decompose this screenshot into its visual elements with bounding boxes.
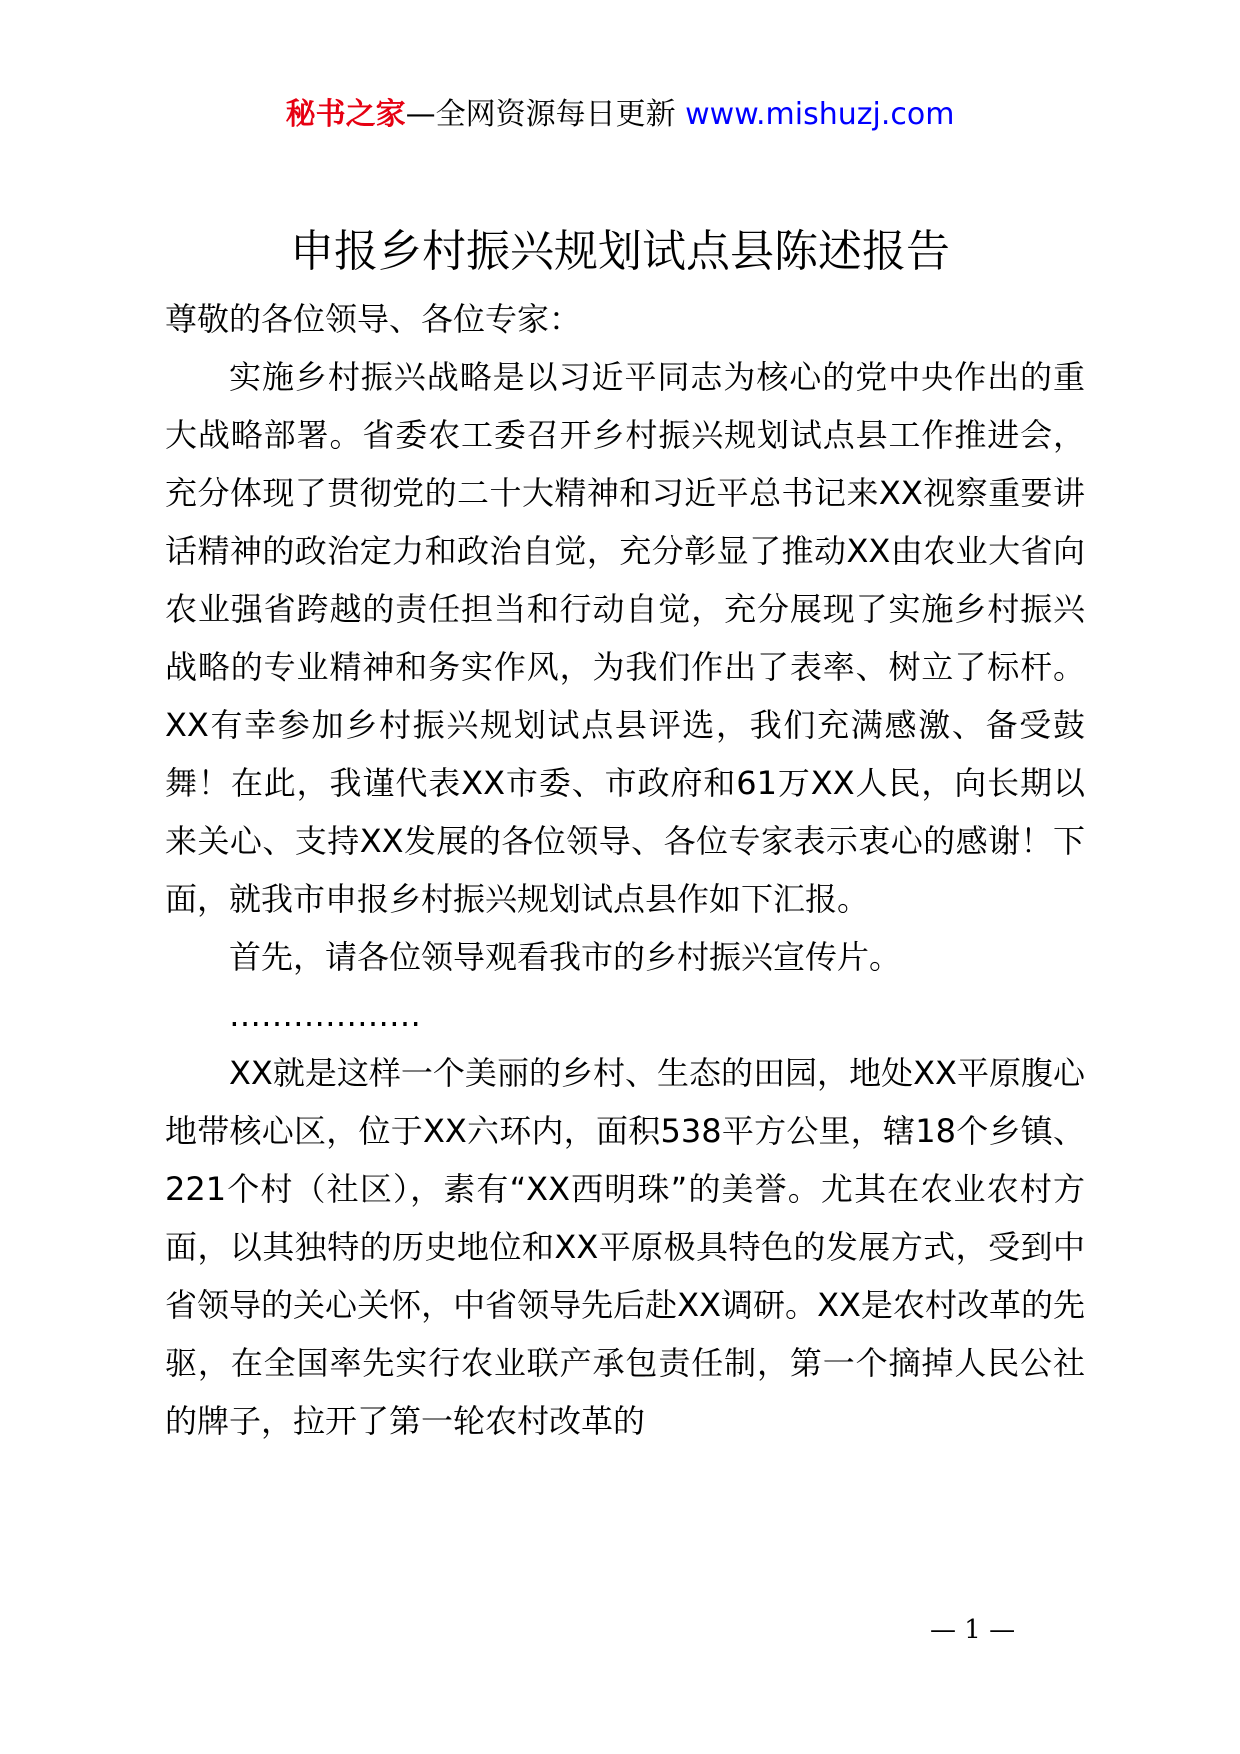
paragraph-ellipsis: ……………… <box>229 996 421 1034</box>
site-tagline: —全网资源每日更新 <box>405 97 676 132</box>
paragraph-overview: XX就是这样一个美丽的乡村、生态的田园，地处XX平原腹心地带核心区，位于XX六环内，面积538平方公里，辖18个乡镇、221个村（社区），素有“XX西明珠”的美誉。尤其在农业农村方面，以其独特的历史地位和XX平原极具特色的发展方式，受到中省领导的关心关怀，中省领导先后赴XX调研。XX是农村改革的先驱，在全国率先实行农业联产承包责任制，第一个摘掉人民公社的牌子，拉开了第一轮农村改革的 <box>165 1054 1085 1440</box>
salutation: 尊敬的各位领导、各位专家： <box>165 300 582 338</box>
site-header <box>0 95 1240 135</box>
document-title: 申报乡村振兴规划试点县陈述报告 <box>290 226 950 277</box>
paragraph-video: 首先，请各位领导观看我市的乡村振兴宣传片。 <box>229 938 902 976</box>
paragraph-intro: 实施乡村振兴战略是以习近平同志为核心的党中央作出的重大战略部署。省委农工委召开乡村振兴规划试点县工作推进会，充分体现了贯彻党的二十大精神和习近平总书记来XX视察重要讲话精神的政治定力和政治自觉，充分彰显了推动XX由农业大省向农业强省跨越的责任担当和行动自觉，充分展现了实施乡村振兴战略的专业精神和务实作风，为我们作出了表率、树立了标杆。XX有幸参加乡村振兴规划试点县评选，我们充满感激、备受鼓舞！在此，我谨代表XX市委、市政府和61万XX人民，向长期以来关心、支持XX发展的各位领导、各位专家表示衷心的感谢！下面，就我市申报乡村振兴规划试点县作如下汇报。 <box>165 358 1085 918</box>
site-url-link[interactable]: www.mishuzj.com <box>685 97 955 132</box>
page-number: — 1 — <box>930 1615 1016 1645</box>
document-body <box>165 290 1085 1450</box>
site-brand: 秘书之家 <box>285 97 406 132</box>
